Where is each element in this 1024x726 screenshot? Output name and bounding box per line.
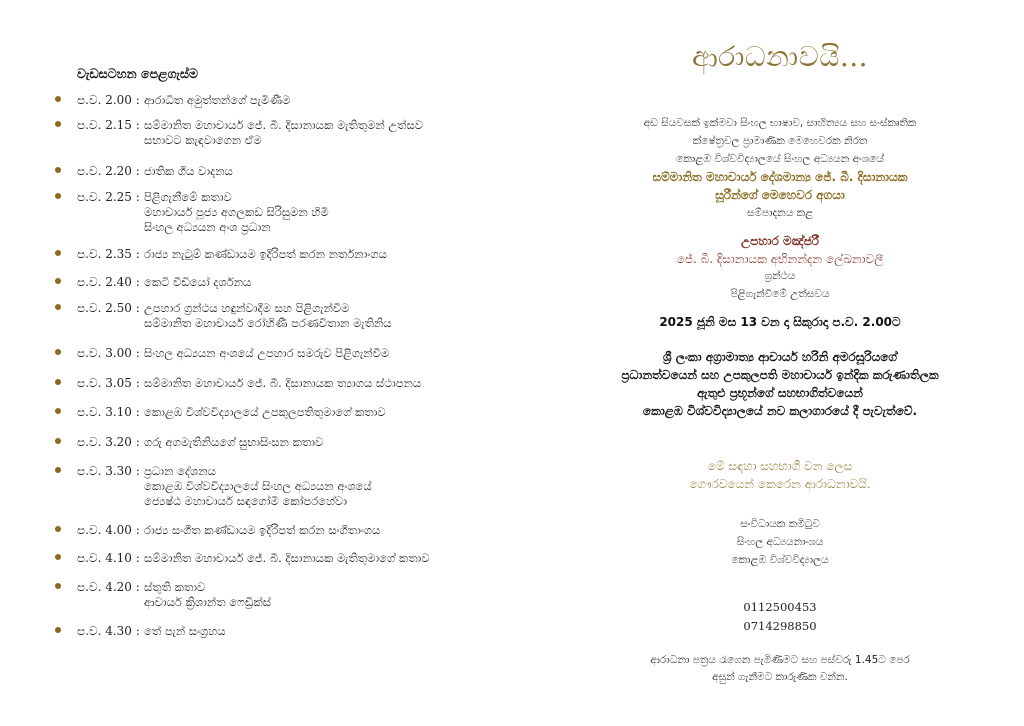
book-line-1: ග්‍රන්ථය (764, 270, 796, 282)
organizer-line-2: සිංහල අධ්‍යයනාංශය (736, 536, 824, 548)
programme-description (144, 405, 386, 420)
intro-line-1: අඩ සියවසක් ඉක්මවා සිංහල භාෂාව, සාහිත්‍යය සහ සංස්කෘතික (643, 117, 917, 129)
programme-time: ප.ව. 4.00 : (77, 523, 140, 537)
bullet-icon (55, 526, 61, 532)
bullet-icon (55, 379, 61, 385)
request-line-1: මේ සඳහා සහභාගී වන ලෙස (707, 459, 853, 473)
programme-description (144, 580, 271, 610)
honoree-line-2: සූරීන්ගේ මෙහෙවර අගයා (715, 188, 845, 202)
request-line-2: ගෞරවයෙන් කෙරෙන ආරාධනාවයි. (689, 477, 871, 491)
honoree-name: සම්මානිත මහාචාර්ය දේශමාන්‍ය ජේ. බී. දිසානායක (652, 170, 908, 184)
programme-description-line: තේ පැන් සංග්‍රහය (144, 624, 226, 638)
programme-description-line: පිළිගැනීමේ කතාව (144, 190, 232, 204)
intro-line-3: කොළඹ විශ්වවිද්‍යාලයේ සිංහල අධ්‍යයන අංශයේ (676, 153, 884, 165)
phone-number-1: 0112500453 (743, 600, 817, 614)
programme-description (144, 118, 423, 148)
programme-description (144, 93, 290, 108)
programme-description-line: මහාචාර්ය පූජ්‍ය අගලකඩ සිරිසුමන හිමි (144, 205, 329, 219)
book-title: ජේ. බී. දිසානායක අභිනන්දන ලේඛනාවලී (676, 252, 884, 266)
phone-number-2: 0714298850 (743, 619, 817, 633)
presence-line-4: කොළඹ විශ්වවිද්‍යාලයේ නව කලාගාරයේ දී පැවැත්වේ. (642, 404, 918, 418)
presence-line-3: ඇතුළු ප්‍රභූන්ගේ සහභාගිත්වයෙන් (697, 386, 863, 400)
programme-description-line: කොළඹ විශ්වවිද්‍යාලයේ උපකුලපතිතුමාගේ කතාව (144, 405, 386, 419)
programme-time: ප.ව. 2.50 : (77, 301, 140, 315)
organizer-line-1: සංවිධායක කමිටුව (740, 518, 820, 530)
presence-line-1: ශ්‍රී ලංකා අග්‍රාමාත්‍ය ආචාර්ය හරිනි අමරසූරියගේ (662, 350, 898, 364)
programme-description (144, 376, 421, 391)
programme-description-line: උපහාර ග්‍රන්ථය හඳුන්වාදීම සහ පිළිගැන්වීම (144, 301, 350, 315)
programme-description (144, 247, 387, 262)
bullet-icon (55, 438, 61, 444)
programme-description-line: ප්‍රධාන දේශනය (144, 464, 216, 478)
programme-description-line: සම්මානිත මහාචාර්ය ජේ. බී. දිසානායක මැතිතුමාගේ කතාව (144, 551, 430, 565)
programme-description-line: ආචාර්ය ක්‍රිශාන්ත ෆෙඩ්‍රික්ස් (144, 595, 271, 609)
bullet-icon (55, 96, 61, 102)
programme-description (144, 551, 430, 566)
note-line-1: ආරාධනා පත්‍රය රැගෙන පැමිණීමට සහ පස්වරු 1.45ට පෙර (650, 654, 910, 666)
programme-time: ප.ව. 2.00 : (77, 93, 140, 107)
bullet-icon (55, 627, 61, 633)
bullet-icon (55, 583, 61, 589)
organizer-line-3: කොළඹ විශ්වවිද්‍යාලය (731, 554, 829, 566)
programme-time: ප.ව. 4.20 : (77, 580, 140, 594)
intro-line-2: ක්ෂේත්‍රවල ප්‍රාමාණික මෙහෙවරක නිරත (692, 135, 868, 147)
programme-description-line: ජ්‍යෙෂ්ඨ මහාචාර්ය සඳගෝමි කෝපරහේවා (144, 494, 348, 508)
programme-description-line: ස්තුති කතාව (144, 580, 206, 594)
programme-description-line: සභාවට කැඳවාගෙන ඒම (144, 133, 262, 147)
programme-time: ප.ව. 2.25 : (77, 190, 140, 204)
programme-time: ප.ව. 4.10 : (77, 551, 140, 565)
programme-time: ප.ව. 2.15 : (77, 118, 140, 132)
bullet-icon (55, 349, 61, 355)
programme-description (144, 624, 226, 639)
programme-description-line: සම්මානිත මහාචාර්ය රෝහිණී පරණවිතාන මැතිනිය (144, 316, 392, 330)
programme-description-line: සම්මානිත මහාචාර්ය ජේ. බී. දිසානායක මැතිතුමන් උත්සව (144, 118, 424, 132)
programme-description-line: කෙටි වීඩියෝ දර්ශනය (144, 275, 252, 289)
programme-description (144, 190, 329, 235)
programme-time: ප.ව. 2.35 : (77, 247, 140, 261)
programme-time: ප.ව. 3.30 : (77, 464, 140, 478)
programme-time: ප.ව. 2.40 : (77, 275, 140, 289)
programme-description (144, 523, 380, 538)
programme-description-line: ගරු අගමැතිනියගේ සුභාසිංසන කතාව (144, 435, 324, 449)
programme-time: ප.ව. 2.20 : (77, 164, 140, 178)
invitation-heading: ආරාධනාවයි... (691, 40, 869, 73)
bullet-icon (55, 304, 61, 310)
programme-description (144, 464, 372, 509)
bullet-icon (55, 278, 61, 284)
note-line-2: අසුන් ගැනීමට කාරුණික වන්න. (712, 671, 848, 683)
programme-description-line: සිංහල අධ්‍යයන අංශයේ උපහාර සමරුව පිළිගැන්වීම (144, 346, 390, 360)
programme-time: ප.ව. 3.05 : (77, 376, 140, 390)
programme-description (144, 164, 233, 179)
programme-description-line: ආරාධිත අමුත්තන්ගේ පැමිණීම (144, 93, 291, 107)
programme-description (144, 435, 323, 450)
programme-description-line: සිංහල අධ්‍යයන අංශ ප්‍රධාන (144, 220, 271, 234)
programme-title: වැඩසටහන පෙළගැස්ම (77, 66, 198, 81)
compiled-label: සම්පාදනය කළ (746, 207, 814, 219)
programme-time: ප.ව. 3.20 : (77, 435, 140, 449)
bullet-icon (55, 121, 61, 127)
programme-description (144, 346, 389, 361)
programme-description-line: ජාතික ගීය වාදනය (144, 164, 233, 178)
programme-description-line: රාජ්‍ය නැටුම් කණ්ඩායම ඉදිරිපත් කරන නර්තනාංගය (144, 247, 387, 261)
programme-description-line: රාජ්‍ය සංගීත කණ්ඩායම ඉදිරිපත් කරන සංගීතාංගය (144, 523, 381, 537)
presence-line-2: ප්‍රධානත්වයෙන් සහ උපකුලපති මහාචාර්ය ඉන්දික කරුණාතිලක (621, 368, 939, 382)
programme-description (144, 301, 392, 331)
event-date: 2025 ජූනි මස 13 වන දා සිකුරාදා ප.ව. 2.00ට (659, 315, 901, 329)
programme-time: ප.ව. 3.10 : (77, 405, 140, 419)
bullet-icon (55, 193, 61, 199)
programme-description-line: කොළඹ විශ්වවිද්‍යාලයේ සිංහල අධ්‍යයන අංශයේ (144, 479, 372, 493)
book-tag: උපහාර මඤ්ජරී (740, 234, 820, 248)
programme-time: ප.ව. 3.00 : (77, 346, 140, 360)
programme-description (144, 275, 251, 290)
bullet-icon (55, 167, 61, 173)
programme-time: ප.ව. 4.30 : (77, 624, 140, 638)
bullet-icon (55, 408, 61, 414)
book-line-2: පිළිගැන්වීමේ උත්සවය (730, 288, 830, 300)
programme-description-line: සම්මානිත මහාචාර්ය ජේ. බී. දිසානායක ත්‍යාගය ස්ථාපනය (144, 376, 422, 390)
bullet-icon (55, 467, 61, 473)
bullet-icon (55, 554, 61, 560)
bullet-icon (55, 250, 61, 256)
